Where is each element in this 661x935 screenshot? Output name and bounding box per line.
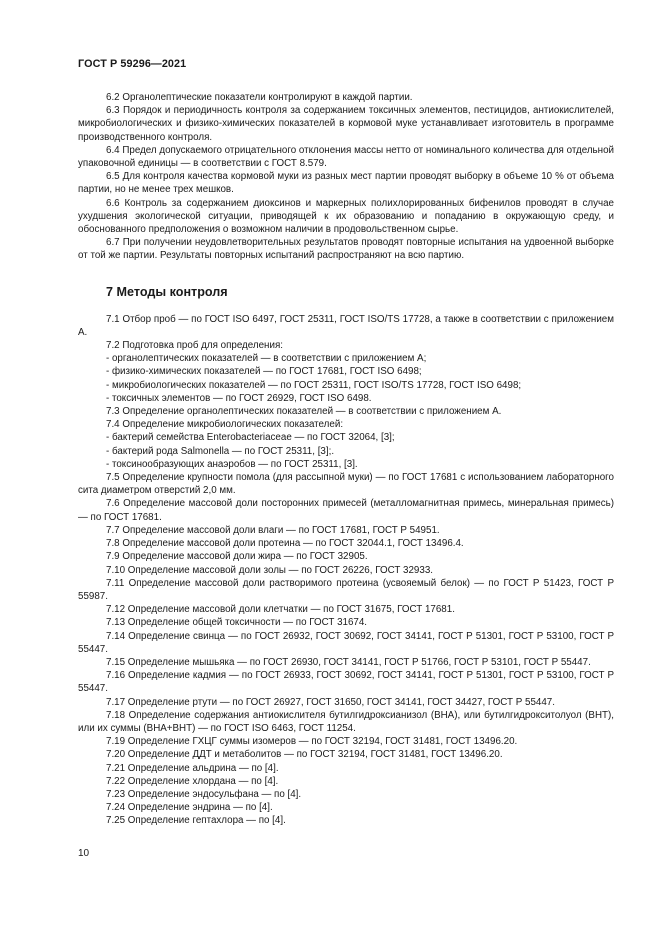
list-item: - бактерий рода Salmonella — по ГОСТ 25311, [3];. <box>106 445 335 457</box>
clause-7-11: 7.11 Определение массовой доли растворимого протеина (усвояемый белок) — по ГОСТ Р 51423, ГОСТ Р 55987. <box>78 577 614 602</box>
clause-7-3: 7.3 Определение органолептических показателей — в соответствии с приложением А. <box>106 406 502 418</box>
clause-6-7: 6.7 При получении неудовлетворительных результатов проводят повторные испытания на удвоенной выборке от той же партии. Результаты повторных испытаний распространяют на всю партию. <box>78 237 614 262</box>
clause-7-20: 7.20 Определение ДДТ и метаболитов — по ГОСТ 32194, ГОСТ 31481, ГОСТ 13496.20. <box>106 749 503 761</box>
clause-7-9: 7.9 Определение массовой доли жира — по ГОСТ 32905. <box>106 551 368 563</box>
clause-7-7: 7.7 Определение массовой доли влаги — по ГОСТ 17681, ГОСТ Р 54951. <box>106 524 440 536</box>
clause-7-5: 7.5 Определение крупности помола (для рассыпной муки) — по ГОСТ 17681 с использованием лабораторного сита диаметром отверстий 2,0 мм. <box>78 472 614 497</box>
clause-7-8: 7.8 Определение массовой доли протеина — по ГОСТ 32044.1, ГОСТ 13496.4. <box>106 538 464 550</box>
clause-6-6: 6.6 Контроль за содержанием диоксинов и маркерных полихлорированных бифенилов проводят в случае ухудшения экологической ситуации, приводящей к их образованию и попаданию в окружающую среду, и обоснованного предположения о возможном наличии в продовольственном сырье. <box>78 197 614 236</box>
page-number: 10 <box>78 848 90 859</box>
clause-6-3: 6.3 Порядок и периодичность контроля за содержанием токсичных элементов, пестицидов, антиокислителей, микробиологических и физико-химических показателей в кормовой муке устанавливает изготовитель в программе производственного контроля. <box>78 105 614 143</box>
list-item: - органолептических показателей — в соответствии с приложением А; <box>106 353 427 365</box>
clause-7-21: 7.21 Определение альдрина — по [4]. <box>106 762 279 774</box>
clause-7-6: 7.6 Определение массовой доли посторонних примесей (металломагнитная примесь, минеральная примесь) — по ГОСТ 17681. <box>78 498 614 523</box>
document-body <box>78 91 614 828</box>
clause-7-25: 7.25 Определение гептахлора — по [4]. <box>106 815 286 827</box>
clause-7-13: 7.13 Определение общей токсичности — по ГОСТ 31674. <box>106 617 368 629</box>
list-item: - микробиологических показателей — по ГОСТ 25311, ГОСТ ISO/TS 17728, ГОСТ ISO 6498; <box>106 379 522 391</box>
clause-7-23: 7.23 Определение эндосульфана — по [4]. <box>106 788 302 800</box>
clause-7-19: 7.19 Определение ГХЦГ суммы изомеров — по ГОСТ 32194, ГОСТ 31481, ГОСТ 13496.20. <box>106 736 518 748</box>
section-7-title: 7 Методы контроля <box>106 284 228 299</box>
clause-7-16: 7.16 Определение кадмия — по ГОСТ 26933, ГОСТ 30692, ГОСТ 34141, ГОСТ Р 51301, ГОСТ Р 53100, ГОСТ Р 55447. <box>78 670 614 695</box>
clause-7-4: 7.4 Определение микробиологических показателей: <box>106 419 344 431</box>
clause-7-10: 7.10 Определение массовой доли золы — по ГОСТ 26226, ГОСТ 32933. <box>106 564 433 576</box>
clause-7-18: 7.18 Определение содержания антиокислителя бутилгидроксианизол (ВНА), или бутилгидрокситолуол (ВНТ), или их суммы (ВНА+ВНТ) — по ГОСТ ISO 6463, ГОСТ 11254. <box>78 709 614 734</box>
clause-7-2: 7.2 Подготовка проб для определения: <box>106 340 283 352</box>
list-item: - токсичных элементов — по ГОСТ 26929, ГОСТ ISO 6498. <box>106 392 372 404</box>
clause-7-17: 7.17 Определение ртути — по ГОСТ 26927, ГОСТ 31650, ГОСТ 34141, ГОСТ 34427, ГОСТ Р 55447. <box>106 696 555 708</box>
clause-6-5: 6.5 Для контроля качества кормовой муки из разных мест партии проводят выборку в объеме 10 % от объема партии, но не менее трех мешков. <box>78 171 614 196</box>
clause-7-14: 7.14 Определение свинца — по ГОСТ 26932, ГОСТ 30692, ГОСТ 34141, ГОСТ Р 51301, ГОСТ Р 53100, ГОСТ Р 55447. <box>78 630 614 655</box>
clause-7-24: 7.24 Определение эндрина — по [4]. <box>106 802 273 814</box>
clause-7-15: 7.15 Определение мышьяка — по ГОСТ 26930, ГОСТ 34141, ГОСТ Р 51766, ГОСТ Р 53101, ГОСТ Р 55447. <box>106 656 591 668</box>
list-item: - бактерий семейства Enterobacteriaceae — по ГОСТ 32064, [3]; <box>106 432 395 444</box>
document-code-header: ГОСТ Р 59296—2021 <box>78 58 187 70</box>
clause-6-2: 6.2 Органолептические показатели контролируют в каждой партии. <box>106 92 413 103</box>
list-item: - токсинообразующих анаэробов — по ГОСТ 25311, [3]. <box>106 458 358 470</box>
clause-7-12: 7.12 Определение массовой доли клетчатки — по ГОСТ 31675, ГОСТ 17681. <box>106 604 455 616</box>
clause-7-1: 7.1 Отбор проб — по ГОСТ ISO 6497, ГОСТ 25311, ГОСТ ISO/TS 17728, а также в соответствии с приложением А. <box>78 313 614 338</box>
list-item: - физико-химических показателей — по ГОСТ 17681, ГОСТ ISO 6498; <box>106 366 422 378</box>
clause-6-4: 6.4 Предел допускаемого отрицательного отклонения массы нетто от номинального количества для отдельной упаковочной единицы — в соответствии с ГОСТ 8.579. <box>78 144 614 170</box>
clause-7-22: 7.22 Определение хлордана — по [4]. <box>106 775 279 787</box>
